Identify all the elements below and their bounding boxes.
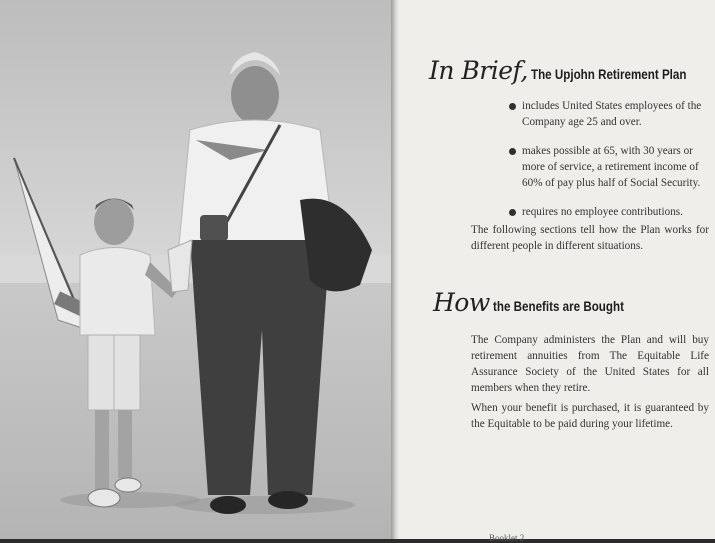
list-item bbox=[509, 98, 709, 130]
how-title: the Benefits are Bought bbox=[492, 299, 624, 314]
in-brief-script-word: In Brief, bbox=[429, 56, 528, 85]
in-brief-title: The Upjohn Retirement Plan bbox=[530, 67, 687, 82]
bullet-icon bbox=[509, 148, 516, 155]
page-footer: Booklet 2 bbox=[489, 533, 525, 543]
in-brief-closing-paragraph: The following sections tell how the Plan works for different people in different situations. bbox=[471, 224, 709, 252]
bullet-text: makes possible at 65, with 30 years or more of service, a retirement income of 60% of pay plus half of Social Security. bbox=[522, 145, 701, 189]
how-paragraph-1: The Company administers the Plan and will buy retirement annuities from The Equitable Life Assurance Society of the United States for all members when they retire. bbox=[471, 334, 709, 394]
how-script-word: How bbox=[433, 288, 490, 317]
list-item bbox=[509, 143, 709, 191]
bullet-text: requires no employee contributions. bbox=[522, 206, 683, 218]
plan-bullet-list bbox=[509, 98, 709, 233]
bullet-icon bbox=[509, 209, 516, 216]
how-heading bbox=[433, 288, 645, 317]
how-paragraph-2: When your benefit is purchased, it is guaranteed by the Equitable to be paid during your lifetime. bbox=[471, 402, 709, 430]
page-gutter bbox=[391, 0, 399, 539]
text-page bbox=[399, 0, 715, 543]
list-item bbox=[509, 204, 709, 220]
bullet-icon bbox=[509, 103, 516, 110]
bullet-text: includes United States employees of the Company age 25 and over. bbox=[522, 100, 702, 128]
in-brief-heading bbox=[429, 56, 712, 85]
